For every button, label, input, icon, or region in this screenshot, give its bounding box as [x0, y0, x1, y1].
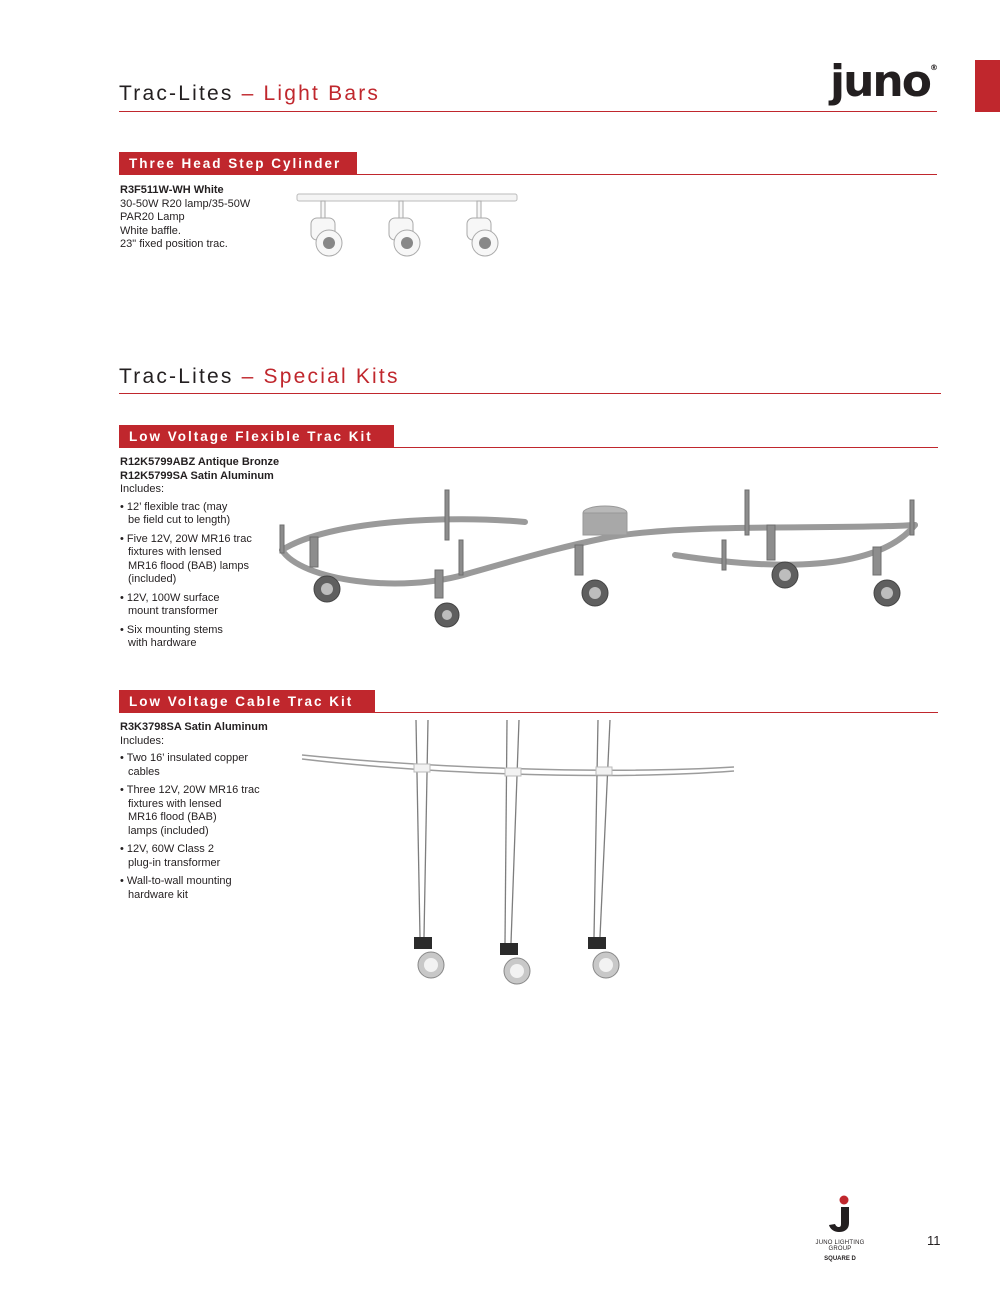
model-number: R3F511W-WH White — [120, 184, 224, 196]
title-sub: – Special Kits — [241, 365, 400, 388]
section-rule — [119, 111, 937, 112]
list-item: • 12V, 100W surface mount transformer — [120, 592, 279, 619]
list-item: • Five 12V, 20W MR16 trac fixtures with lensed MR16 flood (BAB) lamps (included) — [120, 533, 279, 587]
product-text-r3f511w — [120, 184, 250, 252]
list-item: • 12’ flexible trac (may be field cut to length) — [120, 501, 279, 528]
list-item: • 12V, 60W Class 2 plug-in transformer — [120, 843, 268, 870]
footer-group-name: JUNO LIGHTING GROUP — [815, 1240, 865, 1252]
juno-j-mark-icon — [820, 1195, 860, 1233]
includes-label: Includes: — [120, 483, 165, 495]
sub-label-three-head: Three Head Step Cylinder — [119, 152, 357, 175]
flexible-trac-kit-image — [270, 485, 930, 640]
list-item: • Three 12V, 20W MR16 trac fixtures with lensed MR16 flood (BAB) lamps (included) — [120, 784, 268, 838]
title-main: Trac-Lites — [119, 82, 234, 105]
spec-line: White baffle. — [120, 224, 181, 237]
model-number: R12K5799ABZ Antique Bronze — [120, 456, 280, 468]
spec-line: PAR20 Lamp — [120, 211, 185, 223]
product-text-flexible-kit — [120, 456, 279, 656]
sub-rule — [375, 712, 938, 713]
sub-label-flexible-kit: Low Voltage Flexible Trac Kit — [119, 425, 394, 448]
includes-list — [120, 501, 279, 651]
spec-line: 23" fixed position trac. — [120, 238, 228, 250]
cable-trac-kit-image — [300, 715, 740, 985]
sub-rule — [357, 174, 937, 175]
page-tab-marker — [975, 60, 1000, 112]
three-head-cylinder-image — [295, 188, 525, 268]
includes-list — [120, 752, 268, 902]
footer-parent-name: SQUARE D — [824, 1256, 856, 1262]
section-title-special-kits — [119, 365, 400, 389]
juno-logo: juno® — [830, 56, 938, 107]
list-item: • Two 16’ insulated copper cables — [120, 752, 268, 779]
sub-label-cable-kit: Low Voltage Cable Trac Kit — [119, 690, 375, 713]
model-number: R3K3798SA Satin Aluminum — [120, 721, 268, 733]
list-item: • Wall-to-wall mounting hardware kit — [120, 875, 268, 902]
model-number: R12K5799SA Satin Aluminum — [120, 469, 274, 482]
section-title-light-bars — [119, 82, 380, 106]
section-rule — [119, 393, 941, 394]
title-sub: – Light Bars — [241, 82, 381, 105]
list-item: • Six mounting stems with hardware — [120, 624, 279, 651]
product-text-cable-kit — [120, 721, 268, 907]
spec-line: 30-50W R20 lamp/35-50W — [120, 197, 251, 210]
sub-rule — [394, 447, 938, 448]
juno-lighting-group-logo — [805, 1195, 875, 1262]
title-main: Trac-Lites — [119, 365, 234, 388]
includes-label: Includes: — [120, 734, 165, 747]
page-number: 11 — [927, 1233, 941, 1248]
